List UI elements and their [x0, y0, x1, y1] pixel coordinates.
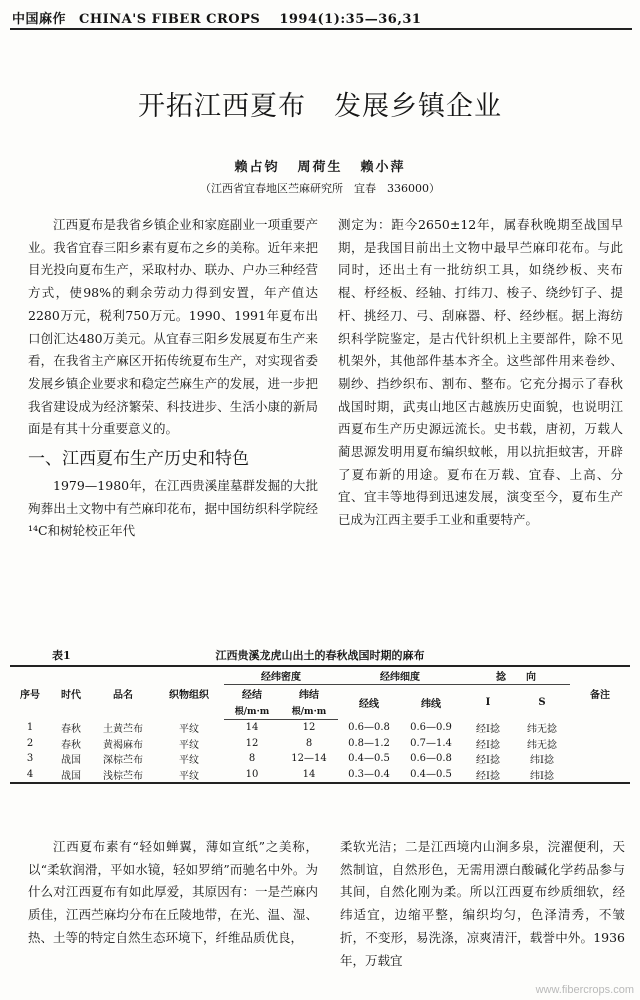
cell-weave: 平纹 [179, 739, 199, 751]
table-row [10, 736, 630, 752]
cell-warp-density: 8 [248, 753, 256, 765]
col-name: 品名 [113, 689, 133, 701]
cell-name: 浅棕苎布 [103, 770, 143, 782]
cell-era: 春秋 [61, 724, 81, 735]
table-caption [10, 645, 630, 665]
cell-weft-fineness: 0.6—0.8 [410, 753, 452, 765]
col-warp-density: 经结 [242, 690, 262, 701]
header-rule [10, 28, 632, 30]
cell-warp-fineness: 0.4—0.5 [348, 753, 390, 765]
cell-seq: 4 [26, 768, 34, 780]
cell-twist-s: 纬I捻 [530, 770, 554, 782]
density-unit: 根/m·m [224, 702, 280, 720]
col-weft-density: 纬结 [299, 690, 319, 701]
author-list [0, 156, 640, 175]
table-row [10, 751, 630, 767]
cell-twist-s: 纬无捻 [527, 739, 557, 751]
history-paragraph: 1979—1980年，在江西贵溪崖墓群发掘的大批殉葬出土文物中有苎麻印花布，据中国纺织科学院经¹⁴C和树轮校正年代 [28, 478, 318, 539]
journal-name-en: CHINA'S FIBER CROPS [79, 12, 261, 27]
dating-paragraph: 测定为：距今2650±12年，属春秋晚期至战国早期，是我国目前出土文物中最早苎麻印花布。与此同时，还出土有一批纺织工具，如绕纱板、夹布棍、杼经板、经轴、打纬刀、梭子、绕纱钉子、提杆、挑经刀、弓、刮麻器、杼、经纱框。据上海纺织科学院鉴定，是古代针织机上主要部件，除不见机架外，其他部件基本齐全。这些部件用来卷纱、剔纱、挡纱织布、割布、整布。它充分揭示了春秋战国时期，武夷山地区古越族历史面貌，也说明江西夏布生产历史源远流长。史书载，唐初，万载人蔺思源发明用夏布编织蚊帐，用以抗拒蚊害，开辟了夏布新的用途。夏布在万载、宜春、上高、分宜、宜丰等地得到迅速发展，演变至今，夏布生产已成为江西主要手工业和重要特产。 [338, 217, 623, 528]
cell-name: 土黄苎布 [103, 724, 143, 735]
bottom-left-column [28, 836, 318, 950]
intro-paragraph: 江西夏布是我省乡镇企业和家庭副业一项重要产业。我省宜春三阳乡素有夏布之乡的美称。近年来把目光投向夏布生产，采取村办、联办、户办三种经营方式，使98%的剩余劳动力得到安置，年产值达2280万元，税利750万元。1990、1991年夏布出口创汇达480万美元。从宜春三阳乡发展夏布生产来看，在我省主产麻区开拓传统夏布生产，对实现省委发展乡镇企业要求和稳定苎麻生产的发展，进一步把我省建设成为经济繁荣、科技进步、生活小康的新局面是有其十分重要意义的。 [28, 217, 318, 437]
watermark: www.fibercrops.com [535, 984, 634, 996]
author-name: 周荷生 [297, 160, 343, 175]
cell-warp-fineness: 0.8—1.2 [348, 737, 390, 749]
cell-twist-i: 经I捻 [476, 770, 500, 782]
title-part-2: 发展乡镇企业 [334, 91, 502, 122]
cell-weft-density: 12—14 [291, 753, 327, 765]
cell-twist-i: 经I捻 [476, 755, 500, 767]
col-twist-i: I [485, 696, 491, 708]
col-note: 备注 [590, 689, 610, 701]
cell-note [570, 720, 630, 736]
density-unit: 根/m·m [280, 702, 338, 720]
author-affiliation: （江西省宜春地区苎麻研究所 宜春 336000） [200, 182, 440, 195]
cell-twist-s: 纬无捻 [527, 724, 557, 735]
col-weft-fineness: 纬线 [421, 698, 441, 710]
table-row [10, 720, 630, 736]
cell-seq: 2 [26, 737, 34, 749]
cell-weft-fineness: 0.4—0.5 [410, 768, 452, 780]
fabric-table [10, 665, 630, 784]
cell-weft-fineness: 0.7—1.4 [410, 737, 452, 749]
reputation-paragraph: 江西夏布素有“轻如蝉翼，薄如宣纸”之美称，以“柔软润滑，平如水镜，轻如罗绡”而驰名中外。为什么对江西夏布有如此厚爱，其原因有：一是苎麻内质佳，江西苎麻均分布在丘陵地带，在光、温、湿、热、土等的特定自然生态环境下，纤维品质优良， [28, 839, 318, 945]
table-label: 表1 [52, 649, 71, 662]
section-heading: 一、江西夏布生产历史和特色 [28, 449, 249, 470]
cell-name: 深棕苎布 [103, 755, 143, 767]
cell-warp-density: 12 [245, 737, 259, 749]
left-column [28, 214, 318, 543]
cell-twist-i: 经I捻 [476, 724, 500, 735]
cell-era: 战国 [61, 755, 81, 767]
cell-weave: 平纹 [179, 724, 199, 735]
table-1 [10, 645, 630, 784]
author-name: 赖小萍 [360, 160, 406, 175]
right-column [338, 214, 623, 532]
journal-citation: 1994(1):35—36,31 [279, 12, 422, 27]
col-seq: 序号 [20, 689, 40, 701]
author-name: 赖占钧 [234, 160, 280, 175]
table-title: 江西贵溪龙虎山出土的春秋战国时期的麻布 [215, 649, 425, 662]
col-twist-s: S [538, 696, 546, 708]
cell-era: 春秋 [61, 739, 81, 751]
cell-warp-fineness: 0.6—0.8 [348, 722, 390, 733]
col-warp-fineness: 经线 [359, 698, 379, 710]
cell-name: 黄褐麻布 [103, 739, 143, 751]
title-part-1: 开拓江西夏布 [138, 91, 306, 122]
cell-warp-density: 14 [245, 722, 259, 734]
cell-seq: 3 [26, 753, 34, 765]
cell-era: 战国 [61, 770, 81, 782]
cell-weave: 平纹 [179, 770, 199, 782]
cell-warp-fineness: 0.3—0.4 [348, 768, 390, 780]
reputation-paragraph-continued: 柔软光洁；二是江西境内山涧多泉，浣濯便利，天然制谊，自然形色，无需用漂白酸碱化学药品参与其间，自然化刚为柔。所以江西夏布纱质细软，经纬适宜，边缩平整，编织均匀，色泽清秀，不皱折，不变形，易洗涤，凉爽清汗，载誉中外。1936年，万载宜 [340, 839, 625, 968]
journal-name-cn: 中国麻作 [12, 12, 67, 27]
col-era: 时代 [61, 689, 81, 701]
cell-weft-density: 8 [305, 737, 313, 749]
journal-header [12, 8, 632, 27]
col-group-twist: 捻 向 [462, 666, 570, 685]
cell-note [570, 736, 630, 752]
col-group-fineness: 经纬细度 [338, 666, 462, 685]
cell-weft-density: 12 [302, 722, 316, 734]
cell-weave: 平纹 [179, 755, 199, 767]
cell-warp-density: 10 [245, 768, 259, 780]
bottom-right-column [340, 836, 625, 972]
cell-twist-s: 纬I捻 [530, 755, 554, 767]
cell-weft-fineness: 0.6—0.9 [410, 722, 452, 733]
cell-note [570, 767, 630, 784]
cell-weft-density: 14 [302, 768, 316, 780]
cell-twist-i: 经I捻 [476, 739, 500, 751]
cell-note [570, 751, 630, 767]
cell-seq: 1 [26, 722, 34, 733]
article-title [0, 84, 640, 123]
table-row [10, 767, 630, 784]
col-group-density: 经纬密度 [224, 666, 338, 685]
col-weave: 织物组织 [169, 689, 209, 701]
